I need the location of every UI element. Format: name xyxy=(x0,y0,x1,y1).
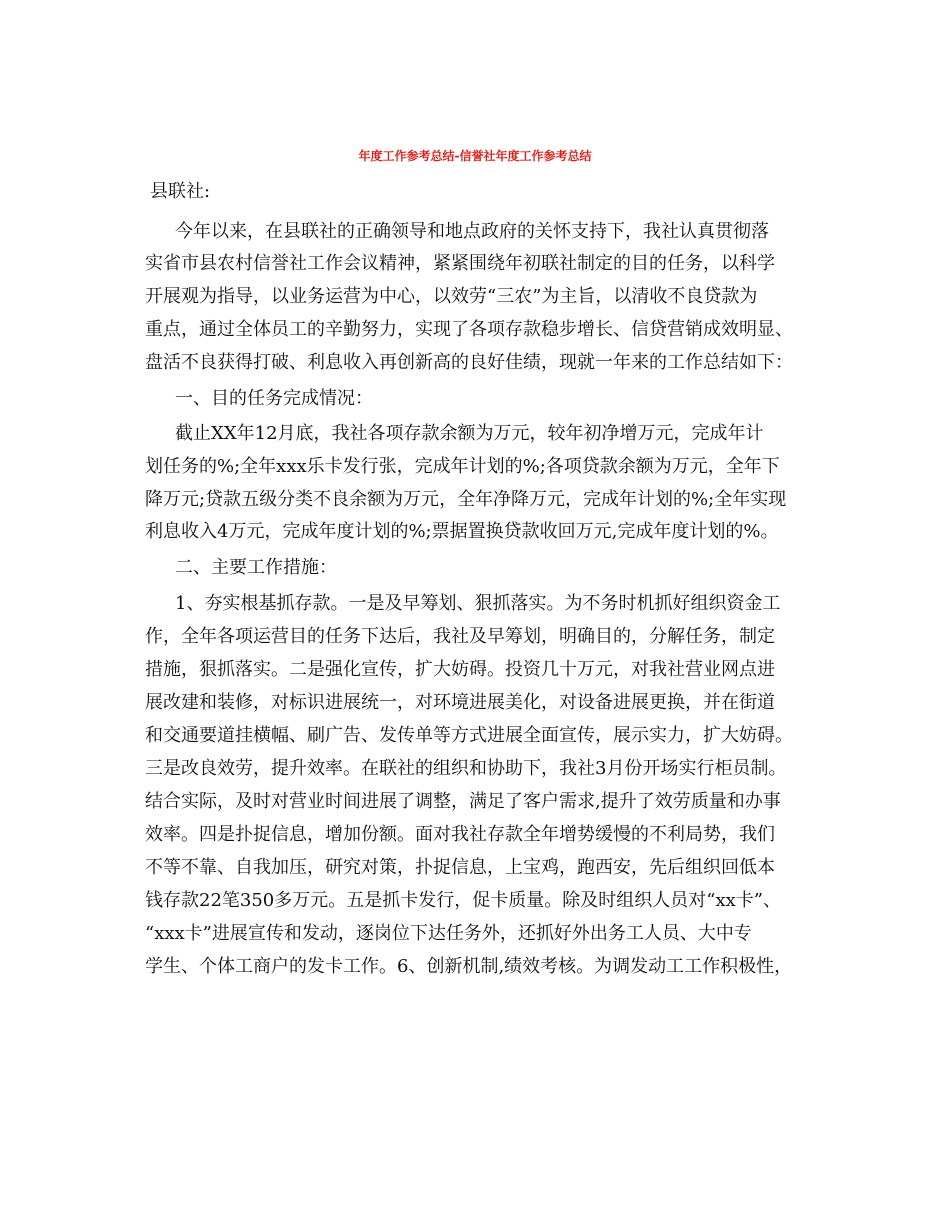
paragraph-line: 1、夯实根基抓存款。一是及早筹划、狠抓落实。为不务时机抓好组织资金工 xyxy=(175,593,781,614)
paragraph-line: 划任务的%;全年xxx乐卡发行张，完成年计划的%;各项贷款余额为万元，全年下 xyxy=(145,456,780,477)
paragraph-line: 截止XX年12月底，我社各项存款余额为万元，较年初净增万元，完成年计 xyxy=(175,423,764,444)
paragraph-line: 不等不靠、自我加压，研究对策，扑捉信息，上宝鸡，跑西安，先后组织回低本 xyxy=(145,857,775,878)
paragraph-line: 和交通要道挂横幅、刷广告、发传单等方式进展全面宣传，展示实力，扩大妨碍。 xyxy=(145,725,793,746)
paragraph-line: 效率。四是扑捉信息，增加份额。面对我社存款全年增势缓慢的不利局势，我们 xyxy=(145,824,775,845)
paragraph-line: 利息收入4万元，完成年度计划的%;票据置换贷款收回万元,完成年度计划的%。 xyxy=(145,521,779,542)
paragraph-line: 作，全年各项运营目的任务下达后，我社及早筹划，明确目的，分解任务，制定 xyxy=(145,626,775,647)
paragraph-line: 今年以来，在县联社的正确领导和地点政府的关怀支持下，我社认真贯彻落 xyxy=(175,221,769,242)
paragraph-line: “xxx卡”进展宣传和发动，逐岗位下达任务外，还抓好外出务工人员、大中专 xyxy=(145,923,752,944)
paragraph-line: 降万元;贷款五级分类不良余额为万元，全年净降万元，完成年计划的%;全年实现 xyxy=(145,489,787,510)
paragraph-line: 措施，狠抓落实。二是强化宣传，扩大妨碍。投资几十万元，对我社营业网点进 xyxy=(145,659,775,680)
paragraph-line: 展改建和装修，对标识进展统一，对环境进展美化，对设备进展更换，并在街道 xyxy=(145,692,775,713)
section-heading: 一、目的任务完成情况： xyxy=(175,388,373,409)
paragraph-line: 实省市县农村信誉社工作会议精神，紧紧围绕年初联社制定的目的任务，以科学 xyxy=(145,253,775,274)
paragraph-line: 开展观为指导，以业务运营为中心，以效劳“三农”为主旨，以清收不良贷款为 xyxy=(145,286,758,307)
paragraph-line: 学生、个体工商户的发卡工作。6、创新机制,绩效考核。为调发动工工作积极性， xyxy=(145,956,793,977)
paragraph-line: 重点，通过全体员工的辛勤努力，实现了各项存款稳步增长、信贷营销成效明显、 xyxy=(145,319,793,340)
section-heading: 二、主要工作措施： xyxy=(175,557,337,578)
paragraph-line: 结合实际，及时对营业时间进展了调整，满足了客户需求,提升了效劳质量和办事 xyxy=(145,791,781,812)
document-title: 年度工作参考总结-信誉社年度工作参考总结 xyxy=(358,149,592,163)
paragraph-line: 盘活不良获得打破、利息收入再创新高的良好佳绩，现就一年来的工作总结如下： xyxy=(145,352,793,373)
paragraph-line: 钱存款22笔350多万元。五是抓卡发行，促卡质量。除及时组织人员对“xx卡”、 xyxy=(145,890,781,911)
paragraph-line: 三是改良效劳，提升效率。在联社的组织和协助下，我社3月份开场实行柜员制。 xyxy=(145,758,787,779)
salutation: 县联社: xyxy=(150,181,211,202)
